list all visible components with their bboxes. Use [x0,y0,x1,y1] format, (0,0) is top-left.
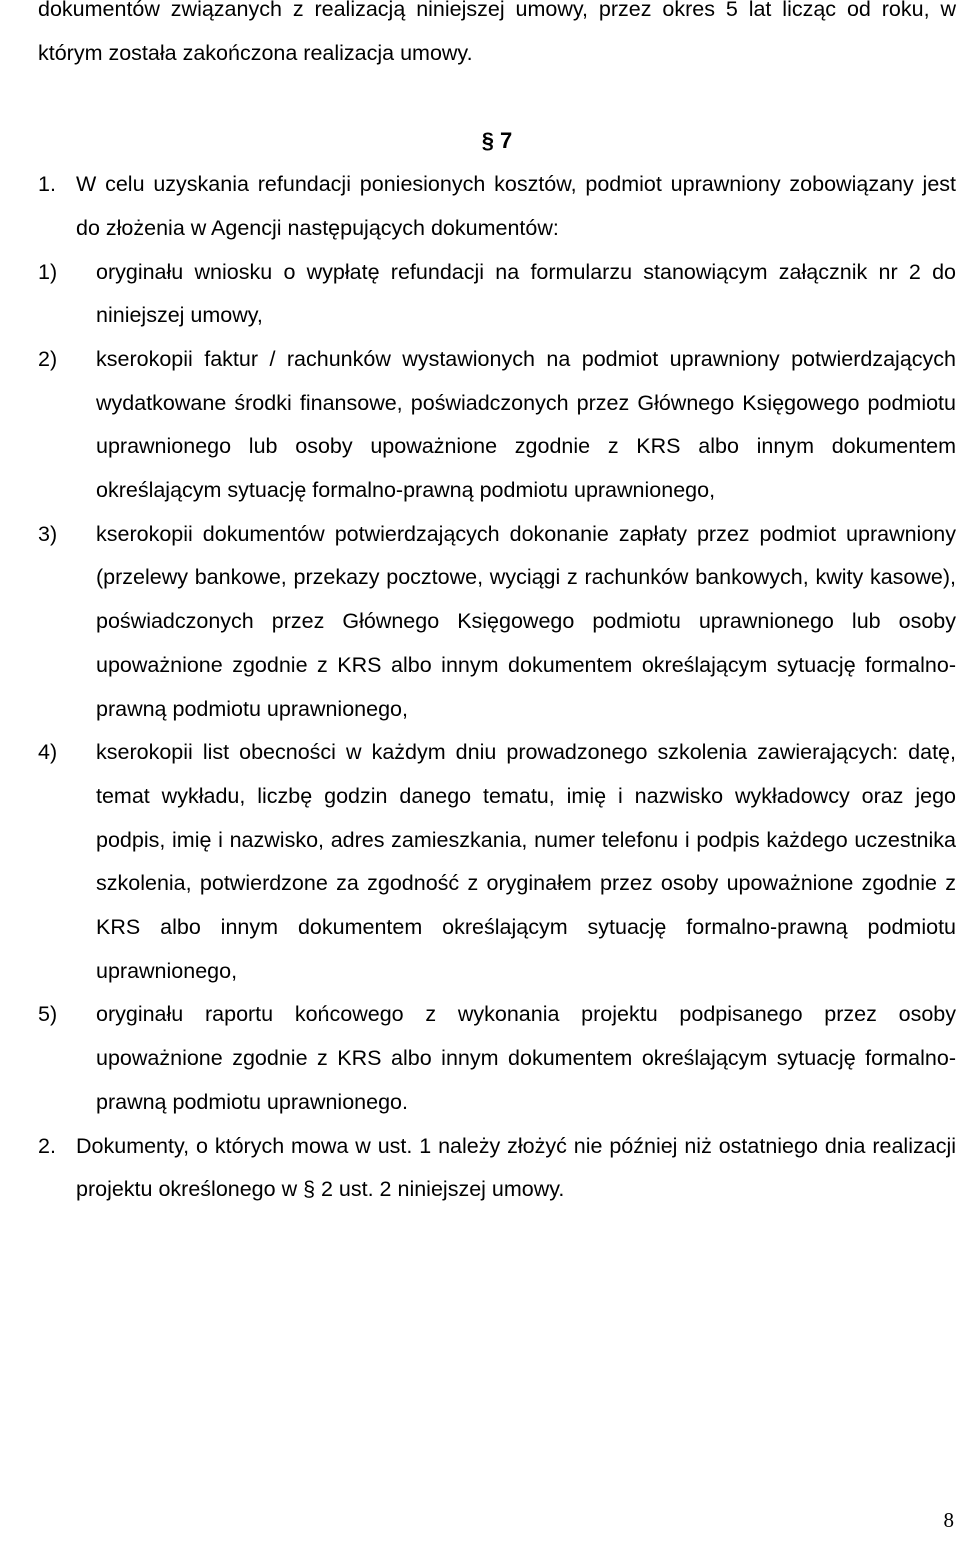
list-item-text: kserokopii dokumentów potwierdzających dokonanie zapłaty przez podmiot uprawniony (przelewy bankowe, przekazy pocztowe, wyciągi z rachunków bankowych, kwity kasowe), poświadczonych przez Głównego Księgowego podmiotu uprawnionego lub osoby upoważnione zgodnie z KRS albo innym dokumentem określającym sytuację formalno-prawną podmiotu uprawnionego, [96,521,956,721]
section-heading: § 7 [481,128,513,154]
list-item-5 [38,993,956,1124]
paragraph-text: Dokumenty, o których mowa w ust. 1 należy złożyć nie później niż ostatniego dnia realizacji projektu określonego w § 2 ust. 2 niniejszej umowy. [76,1133,956,1202]
paragraph-number: 2. [38,1133,56,1158]
paragraph-2 [38,1125,956,1212]
list-item-number: 4) [38,740,58,765]
list-item-text: oryginału wniosku o wypłatę refundacji na formularzu stanowiącym załącznik nr 2 do niniejszej umowy, [96,259,956,328]
list-item-number: 3) [38,521,58,546]
lead-paragraph: dokumentów związanych z realizacją niniejszej umowy, przez okres 5 lat licząc od roku, w którym została zakończona realizacja umowy. [38,0,956,65]
list-item-text: oryginału raportu końcowego z wykonania projektu podpisanego przez osoby upoważnione zgodnie z KRS albo innym dokumentem określającym sytuację formalno-prawną podmiotu uprawnionego. [96,1002,956,1114]
list-item-1 [38,251,956,338]
list-item-text: kserokopii faktur / rachunków wystawionych na podmiot uprawniony potwierdzających wydatkowane środki finansowe, poświadczonych przez Głównego Księgowego podmiotu uprawnionego lub osoby upoważnione zgodnie z KRS albo innym dokumentem określającym sytuację formalno-prawną podmiotu uprawnionego, [96,346,956,503]
page-number: 8 [943,1508,954,1532]
list-item-text: kserokopii list obecności w każdym dniu prowadzonego szkolenia zawierających: datę, temat wykładu, liczbę godzin danego tematu, imię i nazwisko wykładowcy oraz jego podpis, imię i nazwisko, adres zamieszkania, numer telefonu i podpis każdego uczestnika szkolenia, potwierdzone za zgodność z oryginałem przez osoby upoważnione zgodnie z KRS albo innym dokumentem określającym sytuację formalno-prawną podmiotu uprawnionego, [96,740,956,983]
list-item-4 [38,731,956,993]
document-body [38,0,956,1212]
list-item-number: 1) [38,259,58,284]
paragraph-text: W celu uzyskania refundacji poniesionych kosztów, podmiot uprawniony zobowiązany jest do złożenia w Agencji następujących dokumentów: [76,172,956,240]
list-item-2 [38,338,956,513]
list-item-number: 2) [38,346,58,371]
paragraph-number: 1. [38,172,56,197]
paragraph-1 [38,163,956,250]
list-item-3 [38,513,956,732]
list-item-number: 5) [38,1002,58,1027]
